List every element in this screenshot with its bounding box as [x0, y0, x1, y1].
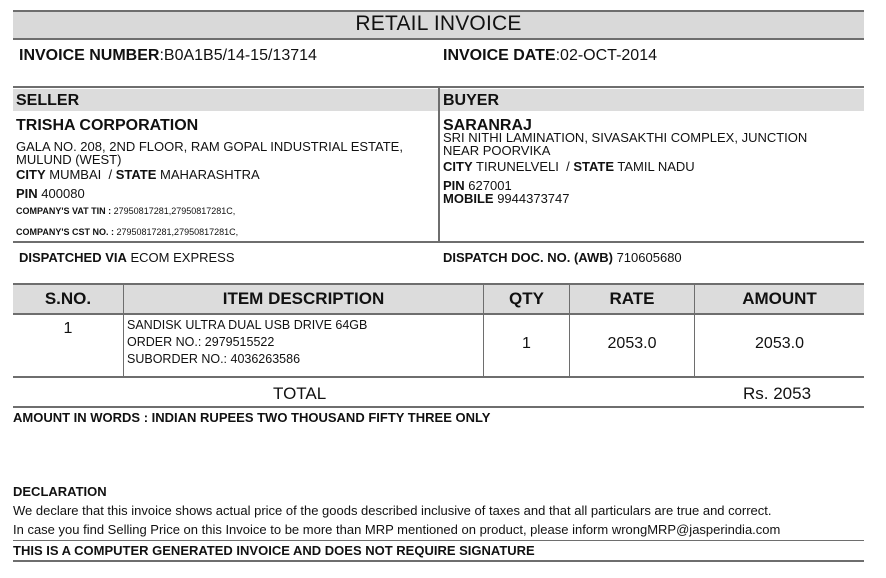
seller-vat-value: 27950817281,27950817281C,: [113, 206, 236, 216]
buyer-city-label: CITY: [443, 159, 473, 174]
buyer-mobile-value: 9944373747: [497, 191, 570, 206]
buyer-address-line1: SRI NITHI LAMINATION, SIVASAKTHI COMPLEX, JUNCTION: [443, 130, 808, 145]
item-order-label: ORDER NO.:: [127, 335, 202, 349]
buyer-state: TAMIL NADU: [617, 159, 695, 174]
seller-header: SELLER: [13, 89, 438, 111]
title-rule: [13, 38, 864, 40]
col-header-amount: AMOUNT: [742, 289, 817, 308]
seller-cst-label: COMPANY'S CST NO. :: [16, 227, 114, 237]
dispatch-awb-value: 710605680: [616, 250, 682, 265]
party-divider: [438, 88, 440, 242]
dispatched-via-value: ECOM EXPRESS: [130, 250, 235, 265]
col-header-sno: S.NO.: [44, 289, 92, 308]
buyer-city: TIRUNELVELI: [476, 159, 559, 174]
seller-address-line2: MULUND (WEST): [16, 152, 122, 167]
item-sno: 1: [63, 320, 73, 337]
seller-pin-label: PIN: [16, 186, 38, 201]
invoice-number-label: INVOICE NUMBER: [19, 47, 160, 64]
total-label: TOTAL: [273, 384, 327, 403]
col-header-rate: RATE: [609, 289, 655, 308]
seller-cst-value: 27950817281,27950817281C,: [116, 227, 239, 237]
item-suborder-label: SUBORDER NO.:: [127, 352, 228, 366]
dispatched-via: [19, 250, 235, 265]
invoice-date: [443, 47, 657, 65]
invoice-number-value: :B0A1B5/14-15/13714: [159, 47, 317, 64]
seller-vat-label: COMPANY'S VAT TIN :: [16, 206, 112, 216]
total-rule: [13, 406, 864, 408]
buyer-name: SARANRAJ: [443, 117, 532, 134]
seller-cst: [16, 227, 238, 237]
buyer-pin-value: 627001: [468, 178, 512, 193]
buyer-mobile-label: MOBILE: [443, 191, 494, 206]
buyer-state-label: STATE: [573, 159, 614, 174]
footer-note: THIS IS A COMPUTER GENERATED INVOICE AND DOES NOT REQUIRE SIGNATURE: [13, 543, 535, 558]
item-qty: 1: [522, 335, 531, 352]
declaration-line2: In case you find Selling Price on this Invoice to be more than MRP mentioned on product, please inform wrongMRP@jasperindia.com: [13, 522, 781, 537]
item-description-cell: [127, 317, 367, 368]
declaration-line1: We declare that this invoice shows actual price of the goods described inclusive of taxes and that all particulars are true and correct.: [13, 503, 772, 518]
dispatch-awb-label: DISPATCH DOC. NO. (AWB): [443, 250, 613, 265]
seller-state: MAHARASHTRA: [160, 167, 260, 182]
invoice-date-value: :02-OCT-2014: [555, 47, 657, 64]
invoice-number: [19, 47, 317, 65]
item-rate: 2053.0: [607, 335, 657, 352]
dispatched-via-label: DISPATCHED VIA: [19, 250, 127, 265]
item-order-value: 2979515522: [204, 335, 275, 349]
seller-city-state: CITY MUMBAI / STATE MAHARASHTRA: [16, 167, 260, 182]
buyer-header: BUYER: [440, 89, 864, 111]
item-suborder-value: 4036263586: [230, 352, 301, 366]
buyer-pin-label: PIN: [443, 178, 465, 193]
invoice-date-label: INVOICE DATE: [443, 47, 556, 64]
buyer-address-line2: NEAR POORVIKA: [443, 143, 551, 158]
table-top-rule: [13, 283, 864, 285]
col-header-qty: QTY: [509, 289, 544, 308]
seller-name: TRISHA CORPORATION: [16, 117, 199, 134]
table-bottom-rule: [13, 376, 864, 378]
footer-top-rule: [13, 540, 864, 541]
seller-vat: [16, 206, 235, 216]
buyer-mobile: [443, 192, 570, 205]
amount-in-words: AMOUNT IN WORDS : INDIAN RUPEES TWO THOUSAND FIFTY THREE ONLY: [13, 410, 491, 425]
seller-city: MUMBAI: [49, 167, 102, 182]
seller-address-line1: GALA NO. 208, 2ND FLOOR, RAM GOPAL INDUSTRIAL ESTATE,: [16, 139, 403, 154]
buyer-city-state: CITY TIRUNELVELI / STATE TAMIL NADU: [443, 159, 695, 174]
footer-bottom-rule: [13, 560, 864, 562]
item-suborder-no: [127, 351, 367, 368]
seller-pin: [16, 187, 85, 200]
total-value: Rs. 2053: [743, 384, 812, 403]
seller-city-label: CITY: [16, 167, 46, 182]
dispatch-awb: [443, 250, 682, 265]
seller-state-label: STATE: [115, 167, 157, 182]
item-order-no: [127, 334, 367, 351]
table-header-rule: [13, 313, 864, 315]
declaration-heading: DECLARATION: [13, 484, 107, 499]
invoice-title: RETAIL INVOICE: [355, 12, 522, 35]
col-header-description: ITEM DESCRIPTION: [222, 289, 385, 308]
item-amount: 2053.0: [755, 335, 804, 352]
party-bottom-rule: [13, 241, 864, 243]
item-description: SANDISK ULTRA DUAL USB DRIVE 64GB: [127, 318, 368, 332]
seller-pin-value: 400080: [41, 186, 85, 201]
